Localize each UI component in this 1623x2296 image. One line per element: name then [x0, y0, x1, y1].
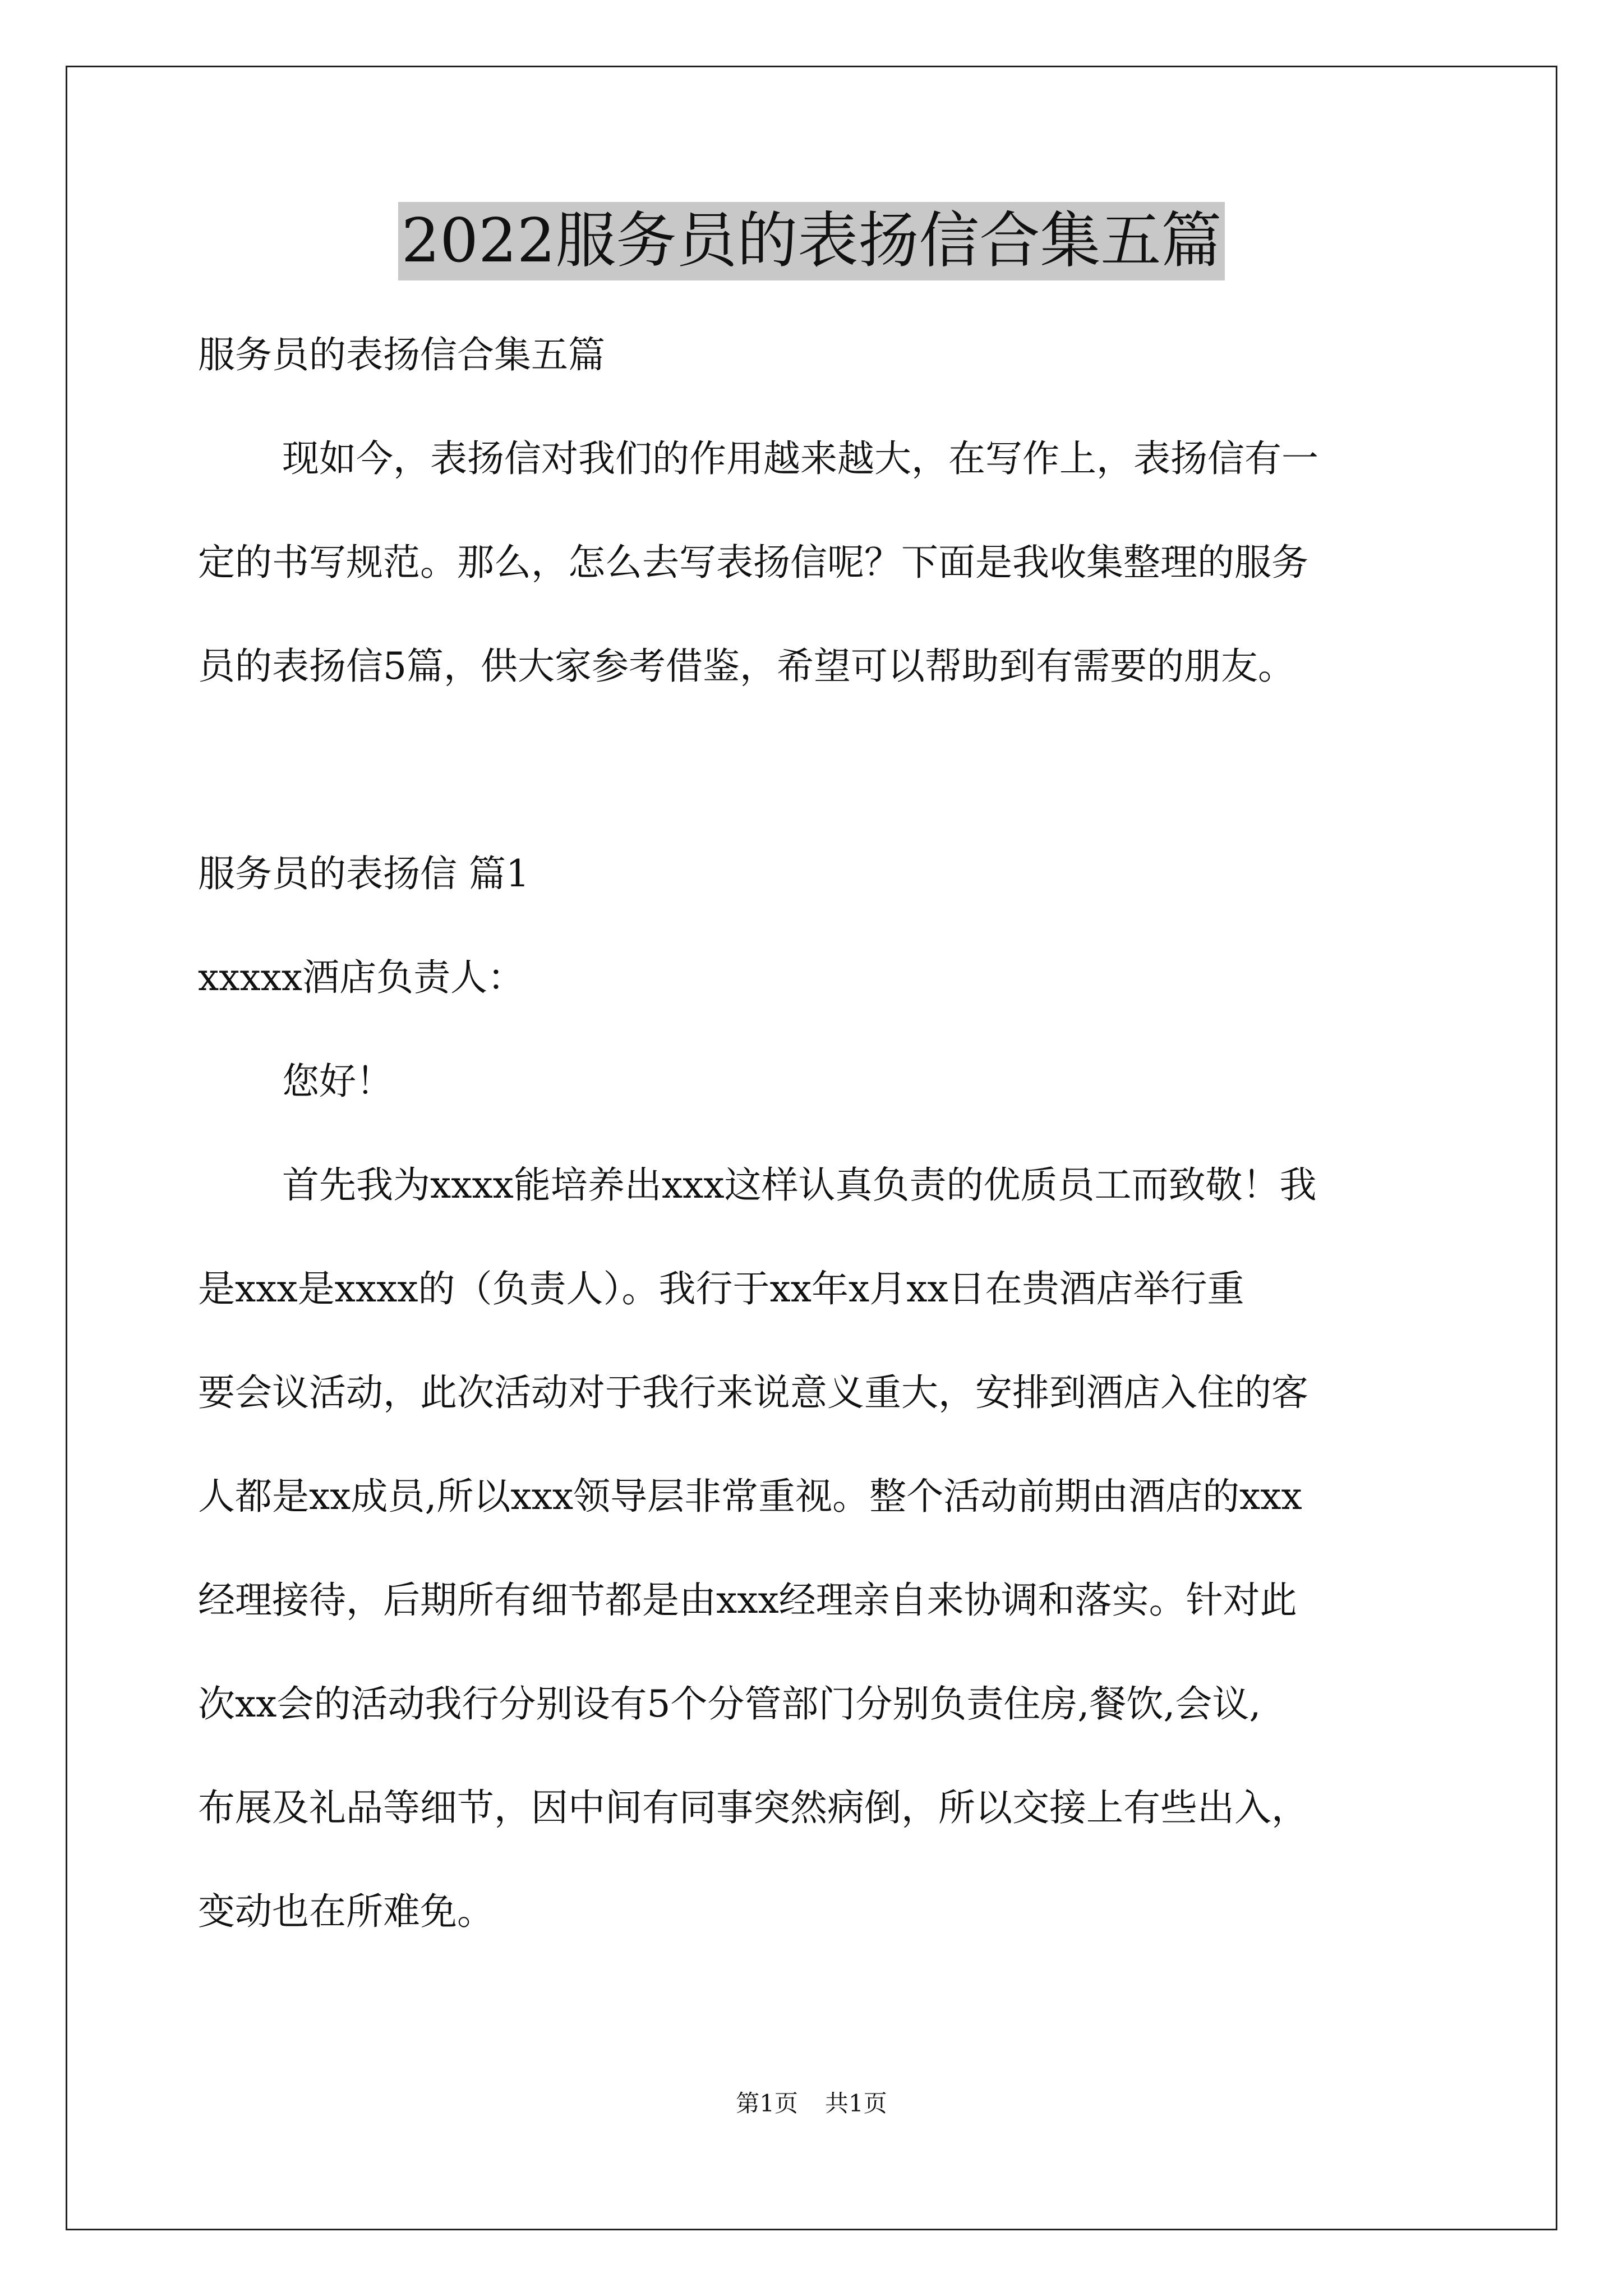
body-line: 首先我为xxxx能培养出xxx这样认真负责的优质员工而致敬！我: [282, 1163, 1317, 1207]
document-subtitle: 服务员的表扬信合集五篇: [198, 333, 605, 376]
body-line: 变动也在所难免。: [198, 1890, 494, 1933]
letter-salutation: xxxxx酒店负责人：: [198, 956, 525, 999]
body-line: 经理接待，后期所有细节都是由xxx经理亲自来协调和落实。针对此: [198, 1579, 1297, 1622]
body-line: 布展及礼品等细节，因中间有同事突然病倒，所以交接上有些出入，: [198, 1786, 1308, 1829]
document-title: 2022服务员的表扬信合集五篇: [398, 202, 1225, 280]
body-line: 要会议活动，此次活动对于我行来说意义重大，安排到酒店入住的客: [198, 1371, 1308, 1414]
body-line: 人都是xx成员,所以xxx领导层非常重视。整个活动前期由酒店的xxx: [198, 1475, 1302, 1518]
title-container: [0, 202, 1623, 280]
letter-greeting: 您好！: [282, 1060, 393, 1103]
body-line: 是xxx是xxxx的（负责人）。我行于xx年x月xx日在贵酒店举行重: [198, 1267, 1244, 1310]
document-body: [198, 303, 1432, 1963]
intro-line: 员的表扬信5篇，供大家参考借鉴，希望可以帮助到有需要的朋友。: [198, 645, 1295, 688]
section-heading: 服务员的表扬信 篇1: [198, 852, 529, 895]
page-total: 共1页: [825, 2090, 887, 2117]
intro-line: 定的书写规范。那么，怎么去写表扬信呢？下面是我收集整理的服务: [198, 541, 1308, 584]
page-number: 第1页: [736, 2090, 798, 2117]
spacer: [198, 718, 1432, 822]
body-line: 次xx会的活动我行分别设有5个分管部门分别负责住房,餐饮,会议,: [198, 1682, 1261, 1726]
intro-line: 现如今，表扬信对我们的作用越来越大，在写作上，表扬信有一: [282, 437, 1318, 480]
page-footer: [0, 2087, 1623, 2120]
